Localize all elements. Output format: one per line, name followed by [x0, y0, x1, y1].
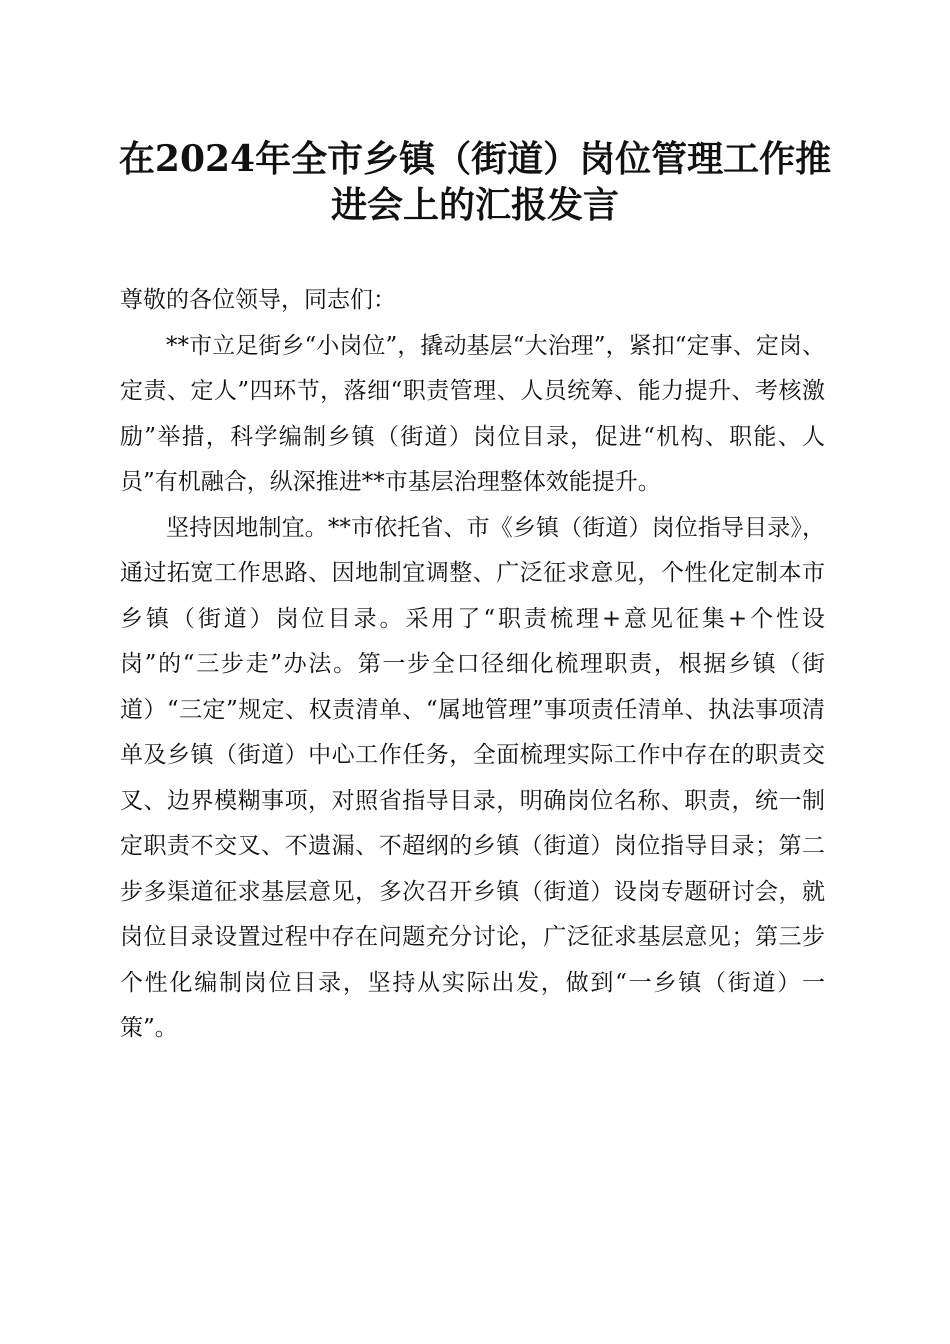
document-body	[120, 278, 825, 1052]
title-line-1: 在2024年全市乡镇（街道）岗位管理工作推	[118, 138, 832, 180]
document-title	[110, 136, 840, 228]
paragraph-intro: **市立足街乡“小岗位”，撬动基层“大治理”，紧扣“定事、定岗、定责、定人”四环节，落细“职责管理、人员统筹、能力提升、考核激励”举措，科学编制乡镇（街道）岗位目录，促进“机构、职能、人员”有机融合，纵深推进**市基层治理整体效能提升。	[120, 332, 825, 495]
salutation: 尊敬的各位领导，同志们：	[120, 287, 396, 313]
title-line-2: 进会上的汇报发言	[330, 184, 619, 226]
paragraph-adapt-local: 坚持因地制宜。**市依托省、市《乡镇（街道）岗位指导目录》，通过拓宽工作思路、因地制宜调整、广泛征求意见，个性化定制本市乡镇（街道）岗位目录。采用了“职责梳理+意见征集+个性设岗”的“三步走”办法。第一步全口径细化梳理职责，根据乡镇（街道）“三定”规定、权责清单、“属地管理”事项责任清单、执法事项清单及乡镇（街道）中心工作任务，全面梳理实际工作中存在的职责交叉、边界模糊事项，对照省指导目录，明确岗位名称、职责，统一制定职责不交叉、不遗漏、不超纲的乡镇（街道）岗位指导目录；第二步多渠道征求基层意见，多次召开乡镇（街道）设岗专题研讨会，就岗位目录设置过程中存在问题充分讨论，广泛征求基层意见；第三步个性化编制岗位目录，坚持从实际出发，做到“一乡镇（街道）一策”。	[120, 514, 825, 1041]
